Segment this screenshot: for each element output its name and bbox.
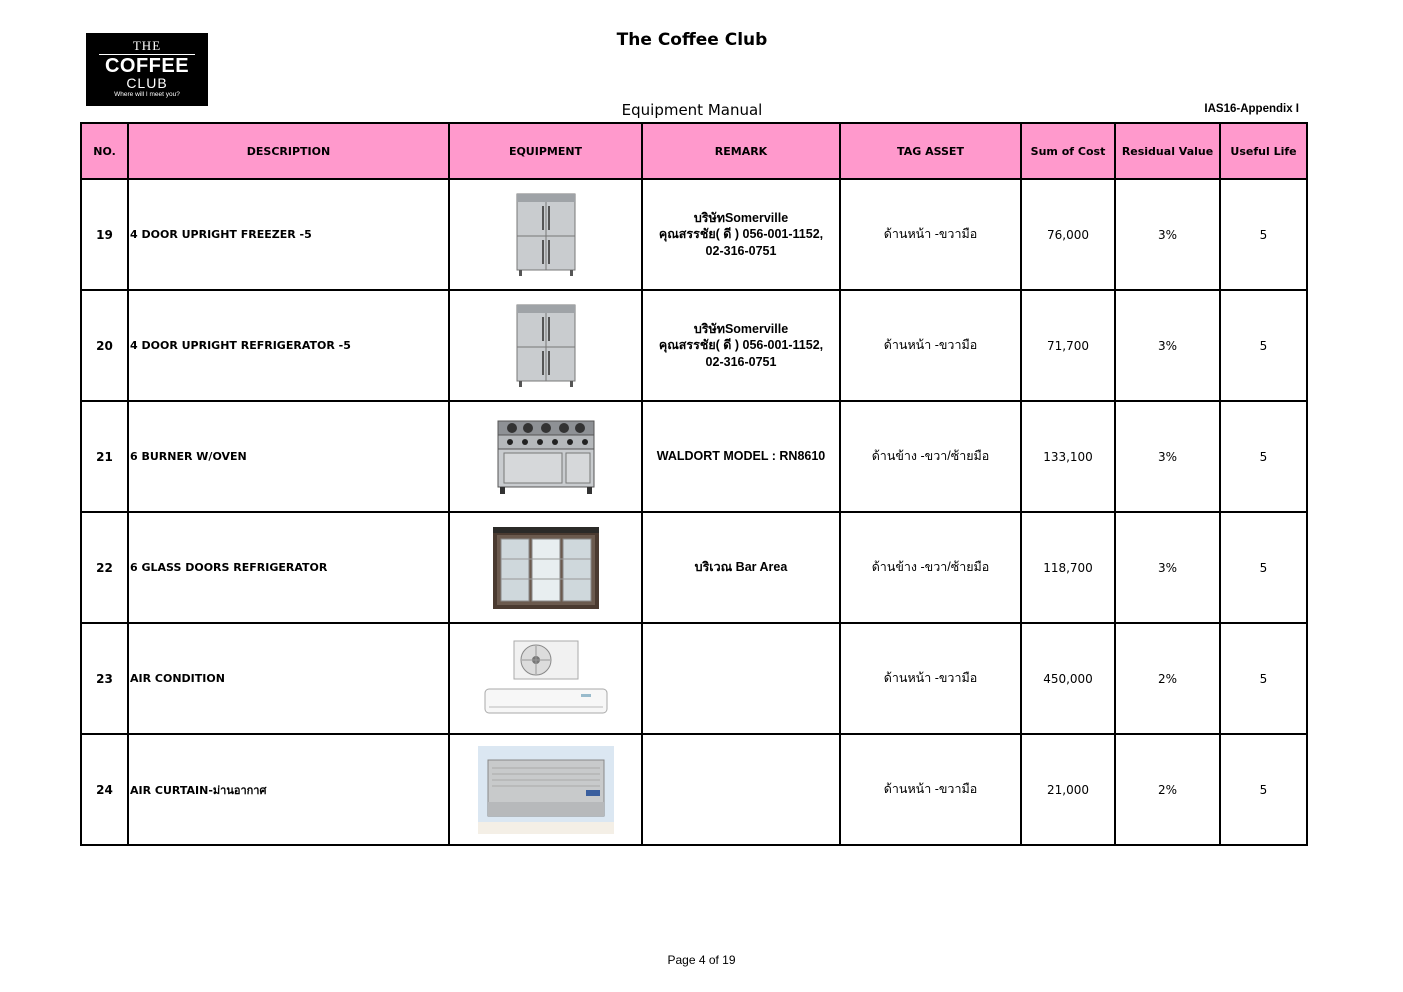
remark-line: บริษัทSomerville	[693, 321, 789, 336]
col-header-description: DESCRIPTION	[128, 123, 449, 179]
row-useful-life: 5	[1220, 623, 1307, 734]
row-useful-life: 5	[1220, 401, 1307, 512]
col-header-sum-of-cost: Sum of Cost	[1021, 123, 1115, 179]
row-no: 23	[81, 623, 128, 734]
row-remark	[642, 623, 840, 734]
table-row	[81, 179, 1307, 290]
row-useful-life: 5	[1220, 734, 1307, 845]
glass-door-refrigerator-icon	[493, 527, 599, 609]
row-residual-value: 3%	[1115, 290, 1220, 401]
remark-line: คุณสรรชัย( ดี ) 056-001-1152,	[658, 338, 824, 353]
row-sum-of-cost: 71,700	[1021, 290, 1115, 401]
row-no: 24	[81, 734, 128, 845]
remark-line: บริษัทSomerville	[693, 210, 789, 225]
row-residual-value: 2%	[1115, 623, 1220, 734]
row-sum-of-cost: 450,000	[1021, 623, 1115, 734]
remark-line: คุณสรรชัย( ดี ) 056-001-1152,	[658, 227, 824, 242]
row-remark	[642, 290, 840, 401]
row-residual-value: 3%	[1115, 401, 1220, 512]
page-number: Page 4 of 19	[667, 953, 736, 967]
row-description: 4 DOOR UPRIGHT REFRIGERATOR -5	[128, 290, 449, 401]
row-tag-asset: ด้านหน้า -ขวามือ	[840, 290, 1021, 401]
row-equipment	[449, 512, 642, 623]
row-residual-value: 3%	[1115, 512, 1220, 623]
remark-line: 02-316-0751	[705, 354, 777, 369]
col-header-no: NO.	[81, 123, 128, 179]
row-sum-of-cost: 118,700	[1021, 512, 1115, 623]
remark-line: 02-316-0751	[705, 243, 777, 258]
row-useful-life: 5	[1220, 179, 1307, 290]
document-subtitle: Equipment Manual	[621, 101, 763, 119]
upright-freezer-icon	[511, 192, 581, 278]
row-remark	[642, 734, 840, 845]
row-equipment	[449, 290, 642, 401]
row-useful-life: 5	[1220, 512, 1307, 623]
row-tag-asset: ด้านหน้า -ขวามือ	[840, 179, 1021, 290]
appendix-label: IAS16-Appendix I	[1204, 103, 1299, 115]
col-header-tag-asset: TAG ASSET	[840, 123, 1021, 179]
row-description: 4 DOOR UPRIGHT FREEZER -5	[128, 179, 449, 290]
table-row	[81, 401, 1307, 512]
row-residual-value: 2%	[1115, 734, 1220, 845]
row-description: 6 GLASS DOORS REFRIGERATOR	[128, 512, 449, 623]
row-equipment	[449, 401, 642, 512]
row-sum-of-cost: 76,000	[1021, 179, 1115, 290]
row-description: 6 BURNER W/OVEN	[128, 401, 449, 512]
row-equipment	[449, 734, 642, 845]
col-header-residual-value: Residual Value	[1115, 123, 1220, 179]
logo-line-club: CLUB	[126, 75, 168, 91]
row-no: 21	[81, 401, 128, 512]
row-remark	[642, 512, 840, 623]
logo-line-the: THE	[132, 38, 162, 53]
row-sum-of-cost: 133,100	[1021, 401, 1115, 512]
logo-tagline: Where will I meet you?	[114, 91, 180, 98]
table-row	[81, 290, 1307, 401]
remark-line: WALDORT MODEL : RN8610	[656, 449, 826, 464]
table-row	[81, 623, 1307, 734]
col-header-equipment: EQUIPMENT	[449, 123, 642, 179]
row-description: AIR CURTAIN-ม่านอากาศ	[128, 734, 449, 845]
equipment-table	[80, 122, 1308, 846]
row-tag-asset: ด้านข้าง -ขวา/ซ้ายมือ	[840, 512, 1021, 623]
row-useful-life: 5	[1220, 290, 1307, 401]
document-title: The Coffee Club	[616, 30, 768, 50]
row-tag-asset: ด้านข้าง -ขวา/ซ้ายมือ	[840, 401, 1021, 512]
row-remark	[642, 179, 840, 290]
row-no: 20	[81, 290, 128, 401]
col-header-remark: REMARK	[642, 123, 840, 179]
table-row	[81, 512, 1307, 623]
row-equipment	[449, 623, 642, 734]
col-header-useful-life: Useful Life	[1220, 123, 1307, 179]
row-tag-asset: ด้านหน้า -ขวามือ	[840, 623, 1021, 734]
row-sum-of-cost: 21,000	[1021, 734, 1115, 845]
row-no: 22	[81, 512, 128, 623]
row-no: 19	[81, 179, 128, 290]
row-remark	[642, 401, 840, 512]
row-equipment	[449, 179, 642, 290]
table-header-row	[81, 123, 1307, 179]
air-conditioner-icon	[481, 637, 611, 721]
row-residual-value: 3%	[1115, 179, 1220, 290]
table-row	[81, 734, 1307, 845]
burner-oven-icon	[496, 417, 596, 497]
logo-line-coffee: COFFEE	[104, 55, 190, 77]
row-tag-asset: ด้านหน้า -ขวามือ	[840, 734, 1021, 845]
remark-line: บริเวณ Bar Area	[694, 560, 788, 575]
row-description: AIR CONDITION	[128, 623, 449, 734]
upright-refrigerator-icon	[511, 303, 581, 389]
air-curtain-icon	[478, 746, 614, 834]
